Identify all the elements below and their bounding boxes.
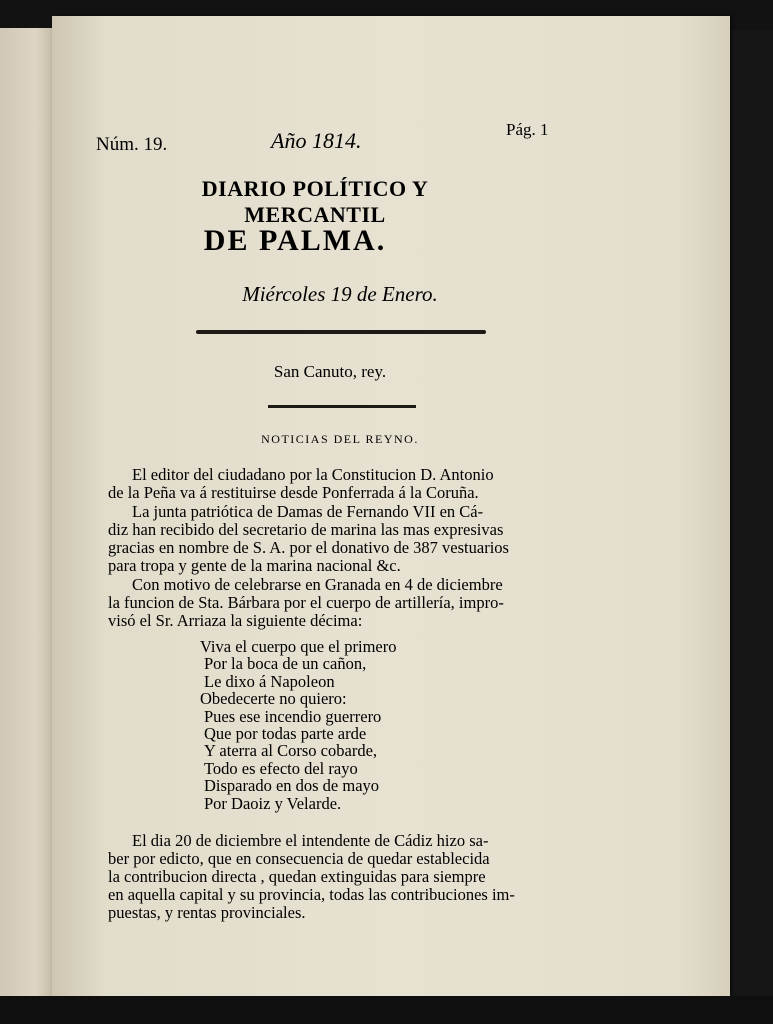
issue-date: Miércoles 19 de Enero. bbox=[242, 282, 438, 306]
poem-line: Viva el cuerpo que el primero bbox=[200, 637, 397, 656]
poem-line: Disparado en dos de mayo bbox=[204, 776, 380, 796]
text-line: la contribucion directa , quedan extinguidas para siempre bbox=[108, 867, 486, 886]
section-title: NOTICIAS DEL REYNO. bbox=[261, 432, 419, 446]
poem-line: Obedecerte no quiero: bbox=[200, 689, 347, 709]
text-line: El dia 20 de diciembre el intendente de Cádiz hizo sa- bbox=[132, 831, 489, 850]
issue-number: Núm. 19. bbox=[96, 134, 168, 155]
paragraph-editor bbox=[108, 466, 578, 502]
text-line: diz han recibido del secretario de marina las mas expresivas bbox=[108, 520, 504, 539]
scan-background-bottom bbox=[0, 996, 773, 1024]
poem-line: Todo es efecto del rayo bbox=[204, 758, 358, 778]
poem-line: Que por todas parte arde bbox=[204, 724, 367, 744]
text-line: gracias en nombre de S. A. por el donativo de 387 vestuarios bbox=[108, 538, 509, 557]
paragraph-cadiz bbox=[108, 832, 578, 922]
poem-line: Le dixo á Napoleon bbox=[204, 671, 335, 691]
page-number: Pág. 1 bbox=[506, 120, 549, 139]
text-line: visó el Sr. Arriaza la siguiente décima: bbox=[108, 611, 363, 630]
text-line: de la Peña va á restituirse desde Ponferrada á la Coruña. bbox=[108, 483, 479, 502]
text-line: puestas, y rentas provinciales. bbox=[108, 903, 306, 922]
poem-line: Pues ese incendio guerrero bbox=[204, 706, 382, 726]
text-line: El editor del ciudadano por la Constitucion D. Antonio bbox=[132, 465, 494, 484]
masthead-title-line2: DE PALMA. bbox=[203, 224, 387, 257]
paragraph-granada bbox=[108, 576, 578, 630]
text-line: la funcion de Sta. Bárbara por el cuerpo de artillería, impro- bbox=[108, 593, 504, 612]
masthead-title-line1: DIARIO POLÍTICO Y MERCANTIL bbox=[201, 176, 429, 227]
paragraph-junta bbox=[108, 503, 578, 575]
text-line: para tropa y gente de la marina nacional &c. bbox=[108, 556, 401, 575]
saint-of-day: San Canuto, rey. bbox=[273, 362, 387, 381]
text-line: ber por edicto, que en consecuencia de quedar establecida bbox=[108, 849, 490, 868]
issue-header bbox=[96, 120, 566, 155]
decima-poem bbox=[200, 638, 470, 812]
issue-year: Año 1814. bbox=[271, 128, 362, 153]
text-line: La junta patriótica de Damas de Fernando VII en Cá- bbox=[132, 502, 484, 521]
poem-line: Y aterra al Corso cobarde, bbox=[204, 741, 378, 761]
text-line: Con motivo de celebrarse en Granada en 4 de diciembre bbox=[132, 575, 503, 594]
divider-rule-short bbox=[268, 405, 416, 408]
text-line: en aquella capital y su provincia, todas las contribuciones im- bbox=[108, 885, 515, 904]
poem-line: Por Daoiz y Velarde. bbox=[204, 793, 342, 813]
poem-line: Por la boca de un cañon, bbox=[204, 654, 367, 674]
divider-rule bbox=[196, 330, 486, 334]
